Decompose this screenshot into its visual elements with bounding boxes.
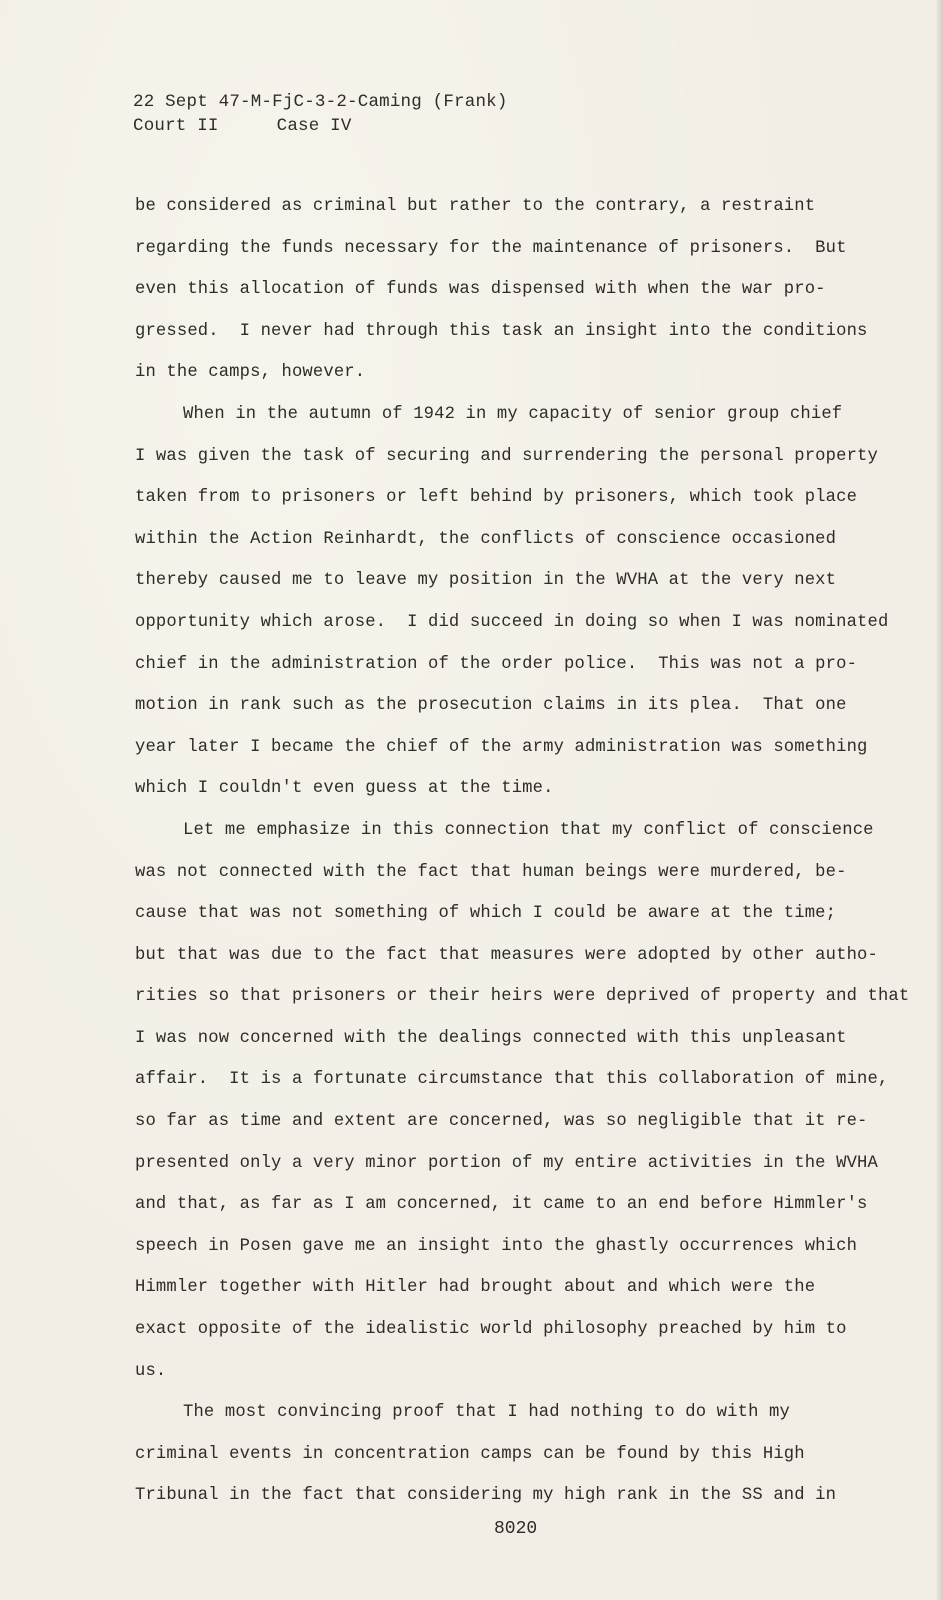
text-line: gressed. I never had through this task an insight into the conditions [135, 321, 868, 341]
text-line: which I couldn't even guess at the time. [135, 779, 554, 799]
case-label: Case IV [276, 116, 352, 136]
text-line: motion in rank such as the prosecution claims in its plea. That one [135, 696, 847, 716]
court-label: Court II [133, 116, 219, 136]
body-text [135, 186, 910, 1517]
text-line: Himmler together with Hitler had brought about and which were the [135, 1278, 816, 1298]
page-edge-shadow [935, 0, 943, 1600]
text-line: but that was due to the fact that measures were adopted by other autho- [135, 945, 878, 965]
document-header [133, 90, 508, 138]
text-line: cause that was not something of which I could be aware at the time; [135, 904, 837, 924]
text-line: within the Action Reinhardt, the conflicts of conscience occasioned [135, 529, 837, 549]
text-line: us. [135, 1361, 167, 1381]
text-line: Tribunal in the fact that considering my high rank in the SS and in [135, 1486, 837, 1506]
paragraph-start-line: The most convincing proof that I had nothing to do with my [183, 1403, 790, 1423]
text-line: I was now concerned with the dealings connected with this unpleasant [135, 1028, 847, 1048]
text-line: opportunity which arose. I did succeed in doing so when I was nominated [135, 612, 889, 632]
text-line: speech in Posen gave me an insight into the ghastly occurrences which [135, 1236, 858, 1256]
text-line: criminal events in concentration camps can be found by this High [135, 1444, 805, 1464]
text-line: exact opposite of the idealistic world philosophy preached by him to [135, 1320, 847, 1340]
text-line: thereby caused me to leave my position in the WVHA at the very next [135, 571, 837, 591]
page-number: 8020 [494, 1519, 538, 1539]
text-line: even this allocation of funds was dispensed with when the war pro- [135, 280, 826, 300]
reference-line: 22 Sept 47-M-FjC-3-2-Caming (Frank) [133, 92, 508, 112]
paragraph-start-line: When in the autumn of 1942 in my capacity of senior group chief [183, 404, 843, 424]
text-line: was not connected with the fact that human beings were murdered, be- [135, 862, 847, 882]
text-line: chief in the administration of the order police. This was not a pro- [135, 654, 858, 674]
text-line: rities so that prisoners or their heirs were deprived of property and that [135, 987, 910, 1007]
text-line: so far as time and extent are concerned, was so negligible that it re- [135, 1112, 868, 1132]
court-case-line [133, 114, 508, 138]
text-line: in the camps, however. [135, 363, 366, 383]
text-line: regarding the funds necessary for the maintenance of prisoners. But [135, 238, 847, 258]
text-line: I was given the task of securing and surrendering the personal property [135, 446, 878, 466]
paragraph-start-line: Let me emphasize in this connection that my conflict of conscience [183, 820, 874, 840]
text-line: affair. It is a fortunate circumstance that this collaboration of mine, [135, 1070, 889, 1090]
text-line: be considered as criminal but rather to the contrary, a restraint [135, 197, 816, 216]
text-line: year later I became the chief of the army administration was something [135, 737, 868, 757]
text-line: and that, as far as I am concerned, it came to an end before Himmler's [135, 1195, 868, 1215]
text-line: presented only a very minor portion of my entire activities in the WVHA [135, 1153, 878, 1173]
text-line: taken from to prisoners or left behind by prisoners, which took place [135, 488, 858, 508]
